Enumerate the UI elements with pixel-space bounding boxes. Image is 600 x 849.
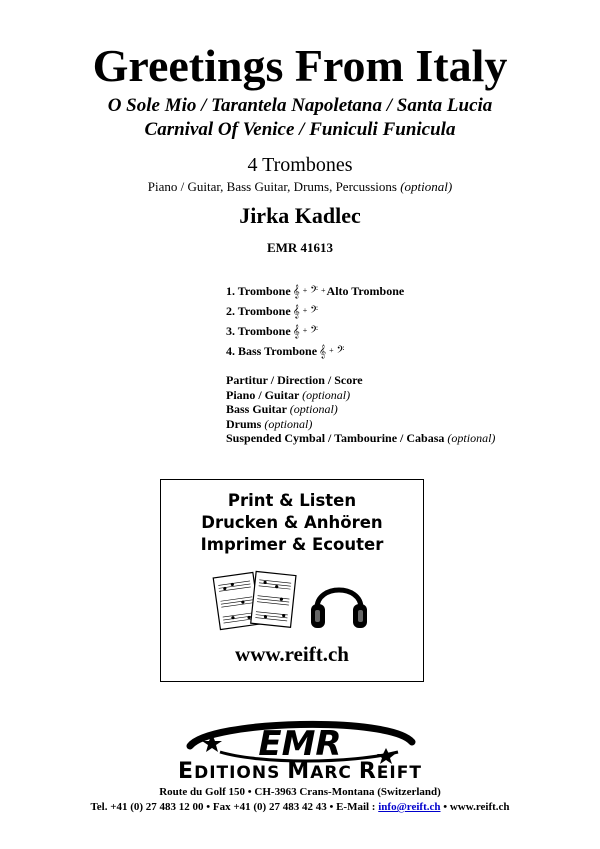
email-link[interactable]: info@reift.ch [378,801,441,813]
promo-line-2: Drucken & Anhören [201,513,383,532]
svg-text:EMR: EMR [258,724,342,764]
promo-line-3: Imprimer & Ecouter [200,535,384,554]
subtitle-line-2: Carnival Of Venice / Funiculi Funicula [144,119,456,140]
part-2: 2. Trombone 𝄞 + 𝄢 [226,304,319,318]
headphones-icon [311,590,367,628]
clef-icon: 𝄞 [319,344,327,358]
clef-icon: 𝄢 [336,344,345,358]
material-score: Partitur / Direction / Score [226,373,363,387]
score-title: Greetings From Italy [92,40,508,91]
part-label: 2. Trombone [226,304,291,318]
contact-website: • www.reift.ch [443,801,510,813]
parts-list [226,281,404,361]
clef-icon: 𝄞 [292,284,300,298]
materials-list [226,373,495,446]
clef-icon: 𝄞 [292,324,300,338]
print-listen-box [160,479,424,682]
publisher-contact [0,800,600,814]
clef-icon: 𝄞 [292,304,300,318]
clef-icon: 𝄢 [310,284,319,298]
contact-phone-fax: Tel. +41 (0) 27 483 12 00 • Fax +41 (0) 27 483 42 43 • E-Mail : [90,801,376,813]
instrumentation: 4 Trombones [247,154,353,176]
clef-icon: 𝄢 [310,324,319,338]
accompaniment-optional: (optional) [400,179,453,194]
part-label: 4. Bass Trombone [226,344,318,358]
part-label: 3. Trombone [226,324,291,338]
material-bass: Bass Guitar (optional) [226,402,338,416]
part-4: 4. Bass Trombone 𝄞 + 𝄢 [226,344,345,358]
subtitle-line-1: O Sole Mio / Tarantela Napoletana / Santa Lucia [107,95,493,116]
publisher-name: EDITIONS MARC REIFT [178,759,422,784]
accompaniment-list: Piano / Guitar, Bass Guitar, Drums, Percussions [147,179,397,194]
part-label: 1. Trombone [226,284,291,298]
part-1: 1. Trombone 𝄞 + 𝄢 + Alto Trombone [226,284,405,298]
composer: Jirka Kadlec [239,203,361,228]
material-percussion: Suspended Cymbal / Tambourine / Cabasa (optional) [226,431,496,445]
accompaniment [0,178,600,196]
clef-icon: 𝄢 [310,304,319,318]
sheet-music-icon [213,571,296,629]
publisher-address: Route du Golf 150 • CH-3963 Crans-Montana (Switzerland) [159,786,441,798]
catalog-number: EMR 41613 [266,240,334,255]
promo-website[interactable]: www.reift.ch [235,642,349,666]
promo-icons [209,568,379,634]
material-piano: Piano / Guitar (optional) [226,387,351,402]
material-drums: Drums (optional) [226,416,313,431]
part-3: 3. Trombone 𝄞 + 𝄢 [226,324,319,338]
promo-line-1: Print & Listen [227,491,357,510]
part-extra: Alto Trombone [326,284,405,298]
